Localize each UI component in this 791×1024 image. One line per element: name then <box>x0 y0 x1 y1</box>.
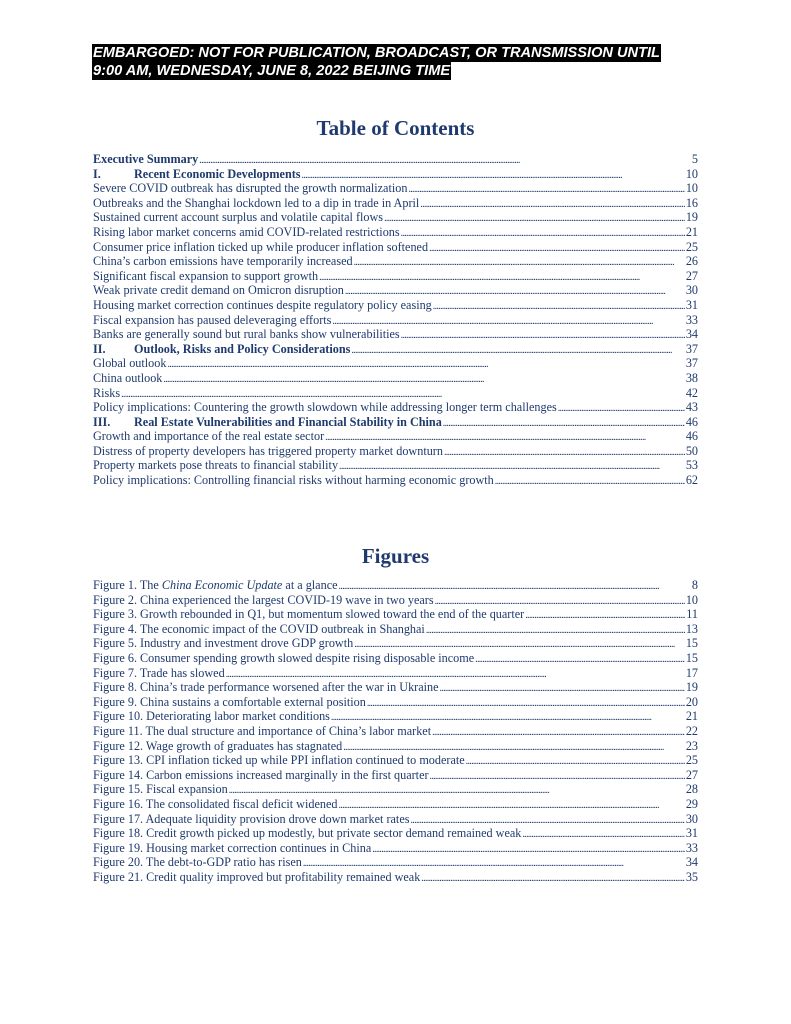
figure-entry-text: Figure 2. China experienced the largest COVID-19 wave in two years <box>93 592 434 607</box>
figure-entry-text: Figure 4. The economic impact of the COVID outbreak in Shanghai <box>93 621 425 636</box>
figure-page-number: 33 <box>685 840 698 855</box>
figure-page-number: 27 <box>685 767 698 782</box>
toc-entry[interactable] <box>93 152 698 167</box>
toc-entry[interactable] <box>93 458 698 473</box>
toc-entry[interactable] <box>93 240 698 255</box>
toc-entry-text: Housing market correction continues despite regulatory policy easing <box>93 297 432 312</box>
toc-entry[interactable] <box>93 269 698 284</box>
toc-entry-label <box>93 167 301 182</box>
figure-entry-label <box>93 666 225 681</box>
toc-entry-text: Policy implications: Controlling financial risks without harming economic growth <box>93 473 494 488</box>
toc-entry[interactable] <box>93 298 698 313</box>
figures-title: Figures <box>361 544 430 568</box>
toc-title: Table of Contents <box>316 116 475 140</box>
figure-page-number: 31 <box>685 826 698 841</box>
figure-entry-text: Figure 20. The debt-to-GDP ratio has risen <box>93 855 302 870</box>
toc-entry-text: Outlook, Risks and Policy Considerations <box>134 341 351 356</box>
figure-page-number: 34 <box>685 855 698 870</box>
figure-entry-label <box>93 695 366 710</box>
toc-entry[interactable] <box>93 283 698 298</box>
toc-page-number: 50 <box>685 443 698 458</box>
dot-leader <box>495 473 685 490</box>
figure-entry-label <box>93 578 338 593</box>
figure-entry[interactable] <box>93 651 698 666</box>
figure-page-number: 28 <box>685 782 698 797</box>
figure-entry-label <box>93 826 521 841</box>
toc-entry-text: Banks are generally sound but rural banks show vulnerabilities <box>93 327 400 342</box>
toc-entry-label <box>93 429 324 444</box>
toc-entry[interactable] <box>93 225 698 240</box>
figure-page-number: 20 <box>685 694 698 709</box>
figure-entry-text: Figure 21. Credit quality improved but profitability remained weak <box>93 869 421 884</box>
toc-entry-text: Property markets pose threats to financial stability <box>93 458 339 473</box>
figure-page-number: 35 <box>685 869 698 884</box>
toc-entry[interactable] <box>93 210 698 225</box>
figure-entry-text: Figure 3. Growth rebounded in Q1, but momentum slowed toward the end of the quarter <box>93 607 525 622</box>
figure-page-number: 8 <box>691 578 698 592</box>
toc-entry[interactable] <box>93 356 698 371</box>
figure-entry[interactable] <box>93 797 698 812</box>
toc-entry-text: Sustained current account surplus and volatile capital flows <box>93 210 384 225</box>
toc-entry-text: China outlook <box>93 370 163 385</box>
toc-page-number: 38 <box>685 370 698 385</box>
toc-entry[interactable] <box>93 473 698 488</box>
toc-entry-text: Weak private credit demand on Omicron disruption <box>93 283 344 298</box>
figure-entry[interactable] <box>93 680 698 695</box>
figure-entry[interactable] <box>93 578 698 593</box>
figure-page-number: 10 <box>685 592 698 607</box>
dot-leader <box>421 870 685 887</box>
toc-entry[interactable] <box>93 429 698 444</box>
toc-entry-label <box>93 225 400 240</box>
figure-entry-label <box>93 797 337 812</box>
toc-entry[interactable] <box>93 327 698 342</box>
toc-entry-label <box>93 342 350 357</box>
toc-entry[interactable] <box>93 313 698 328</box>
toc-page-number: 42 <box>685 385 698 400</box>
toc-entry-label <box>93 181 407 196</box>
toc-page-number: 31 <box>685 297 698 312</box>
embargo-line-2: 9:00 AM, WEDNESDAY, JUNE 8, 2022 BEIJING TIME <box>93 63 451 79</box>
toc-entry-label <box>93 458 338 473</box>
toc-page-number: 46 <box>685 429 698 444</box>
figure-entry[interactable] <box>93 855 698 870</box>
figure-page-number: 15 <box>685 650 698 665</box>
toc-entry-text: Risks <box>93 385 121 400</box>
figure-entry[interactable] <box>93 607 698 622</box>
figure-entry[interactable] <box>93 826 698 841</box>
figure-page-number: 21 <box>685 709 698 724</box>
figure-entry-label <box>93 841 371 856</box>
toc-page-number: 34 <box>685 327 698 342</box>
toc-entry-text: Consumer price inflation ticked up while producer inflation softened <box>93 239 429 254</box>
figure-entry[interactable] <box>93 636 698 651</box>
toc-page-number: 37 <box>685 341 698 356</box>
figure-entry-text-suffix: at a glance <box>282 578 338 592</box>
toc-entry-label <box>93 196 419 211</box>
toc-page-number: 43 <box>685 400 698 415</box>
toc-page-number: 37 <box>685 356 698 371</box>
toc-entry-label <box>93 254 353 269</box>
toc-entry-label <box>93 356 166 371</box>
figure-entry-text: Figure 11. The dual structure and importance of China’s labor market <box>93 723 432 738</box>
figure-entry-text: Figure 19. Housing market correction continues in China <box>93 840 372 855</box>
toc-entry-label <box>93 327 400 342</box>
figure-entry-label <box>93 593 434 608</box>
figure-entry-text: Figure 13. CPI inflation ticked up while PPI inflation continued to moderate <box>93 753 465 768</box>
figure-entry-label <box>93 870 420 885</box>
figure-entry[interactable] <box>93 739 698 754</box>
figure-page-number: 11 <box>686 607 698 622</box>
figure-page-number: 19 <box>685 680 698 695</box>
figure-entry-label <box>93 607 524 622</box>
figure-entry-italic-text: China Economic Update <box>161 578 283 592</box>
figure-entry-text: Figure 10. Deteriorating labor market conditions <box>93 709 330 724</box>
figure-entry-label <box>93 709 330 724</box>
toc-entry-label <box>93 371 162 386</box>
toc-page-number: 25 <box>685 239 698 254</box>
toc-entry-text: Policy implications: Countering the growth slowdown while addressing longer term challenges <box>93 400 557 415</box>
toc-page-number: 10 <box>685 166 698 181</box>
toc-section-number: III. <box>93 414 111 429</box>
toc-entry-text: Fiscal expansion has paused deleveraging efforts <box>93 312 332 327</box>
toc-entry-text: Distress of property developers has triggered property market downturn <box>93 443 443 458</box>
toc-list <box>93 152 698 488</box>
figure-entry-text: Figure 5. Industry and investment drove GDP growth <box>93 636 354 651</box>
toc-page-number: 26 <box>685 254 698 269</box>
figure-entry-text: Figure 14. Carbon emissions increased marginally in the first quarter <box>93 767 429 782</box>
figure-entry-label <box>93 724 431 739</box>
figure-entry[interactable] <box>93 622 698 637</box>
toc-entry[interactable] <box>93 196 698 211</box>
toc-entry-label <box>93 473 494 488</box>
figure-entry-text: Figure 18. Credit growth picked up modestly, but private sector demand remained weak <box>93 826 522 841</box>
figure-page-number: 29 <box>685 796 698 811</box>
toc-entry-text: Outbreaks and the Shanghai lockdown led to a dip in trade in April <box>93 195 420 210</box>
figure-entry-label <box>93 753 465 768</box>
figure-entry-text: Figure 8. China’s trade performance worsened after the war in Ukraine <box>93 680 439 695</box>
figure-page-number: 13 <box>685 621 698 636</box>
toc-entry[interactable] <box>93 254 698 269</box>
toc-page-number: 62 <box>685 473 698 488</box>
toc-entry-label <box>93 313 331 328</box>
toc-page-number: 30 <box>685 283 698 298</box>
figure-entry-label <box>93 739 342 754</box>
toc-entry-text: Recent Economic Developments <box>134 166 301 181</box>
figure-entry[interactable] <box>93 753 698 768</box>
figure-entry[interactable] <box>93 782 698 797</box>
toc-entry-label <box>93 400 557 415</box>
toc-entry[interactable] <box>93 181 698 196</box>
figure-page-number: 22 <box>685 723 698 738</box>
figure-entry-text: Figure 9. China sustains a comfortable external position <box>93 694 366 709</box>
toc-entry-text: Growth and importance of the real estate sector <box>93 429 325 444</box>
figure-entry-label <box>93 782 228 797</box>
figure-entry-label <box>93 855 302 870</box>
toc-entry-label <box>93 240 428 255</box>
toc-entry-label <box>93 444 443 459</box>
toc-entry-text: China’s carbon emissions have temporarily increased <box>93 254 353 269</box>
figure-page-number: 15 <box>685 636 698 651</box>
figure-entry[interactable] <box>93 768 698 783</box>
figures-list <box>93 578 698 884</box>
figure-entry-text: Figure 7. Trade has slowed <box>93 665 225 680</box>
figure-entry-label <box>93 768 429 783</box>
toc-entry-label <box>93 298 432 313</box>
toc-section-number: I. <box>93 166 101 181</box>
figure-entry[interactable] <box>93 593 698 608</box>
figure-entry[interactable] <box>93 695 698 710</box>
figure-entry[interactable] <box>93 709 698 724</box>
toc-page-number: 27 <box>685 268 698 283</box>
figure-entry-text: Figure 17. Adequate liquidity provision drove down market rates <box>93 811 410 826</box>
toc-entry[interactable] <box>93 342 698 357</box>
figure-page-number: 25 <box>685 753 698 768</box>
figure-entry-label <box>93 651 474 666</box>
toc-section-number: II. <box>93 341 106 356</box>
toc-page-number: 33 <box>685 312 698 327</box>
embargo-notice <box>92 44 661 80</box>
toc-entry-text: Executive Summary <box>93 152 199 166</box>
toc-entry-label <box>93 415 442 430</box>
embargo-line-1: EMBARGOED: NOT FOR PUBLICATION, BROADCAST, OR TRANSMISSION UNTIL <box>93 45 660 61</box>
toc-entry-text: Real Estate Vulnerabilities and Financial Stability in China <box>134 414 442 429</box>
toc-entry-text: Severe COVID outbreak has disrupted the growth normalization <box>93 181 408 196</box>
figure-entry[interactable] <box>93 724 698 739</box>
toc-page-number: 46 <box>685 414 698 429</box>
toc-page-number: 21 <box>685 224 698 239</box>
toc-entry[interactable] <box>93 400 698 415</box>
toc-entry-label <box>93 283 344 298</box>
toc-page-number: 19 <box>685 210 698 225</box>
figure-entry-label <box>93 812 409 827</box>
figure-entry-label <box>93 636 353 651</box>
toc-entry[interactable] <box>93 167 698 182</box>
toc-entry-text: Significant fiscal expansion to support growth <box>93 268 319 283</box>
toc-entry-text: Rising labor market concerns amid COVID-related restrictions <box>93 224 400 239</box>
figure-entry[interactable] <box>93 812 698 827</box>
toc-entry-label <box>93 269 318 284</box>
toc-page-number: 53 <box>685 458 698 473</box>
figure-entry-label <box>93 680 439 695</box>
figure-entry[interactable] <box>93 841 698 856</box>
toc-page-number: 5 <box>691 152 698 166</box>
toc-entry-label <box>93 386 120 401</box>
figure-entry[interactable] <box>93 666 698 681</box>
toc-entry[interactable] <box>93 444 698 459</box>
figure-entry-text: Figure 15. Fiscal expansion <box>93 782 228 797</box>
figure-page-number: 23 <box>685 738 698 753</box>
toc-entry[interactable] <box>93 415 698 430</box>
figure-page-number: 17 <box>685 665 698 680</box>
figure-entry-text: Figure 1. The <box>93 578 162 592</box>
figure-entry-label <box>93 622 425 637</box>
figure-entry-text: Figure 12. Wage growth of graduates has stagnated <box>93 738 343 753</box>
figure-page-number: 30 <box>685 811 698 826</box>
toc-entry[interactable] <box>93 371 698 386</box>
toc-entry[interactable] <box>93 386 698 401</box>
figure-entry[interactable] <box>93 870 698 885</box>
figure-entry-text: Figure 16. The consolidated fiscal deficit widened <box>93 796 338 811</box>
toc-entry-label <box>93 152 198 167</box>
toc-entry-text: Global outlook <box>93 356 167 371</box>
toc-page-number: 16 <box>685 195 698 210</box>
toc-entry-label <box>93 210 383 225</box>
toc-page-number: 10 <box>685 181 698 196</box>
figure-entry-text: Figure 6. Consumer spending growth slowed despite rising disposable income <box>93 650 475 665</box>
